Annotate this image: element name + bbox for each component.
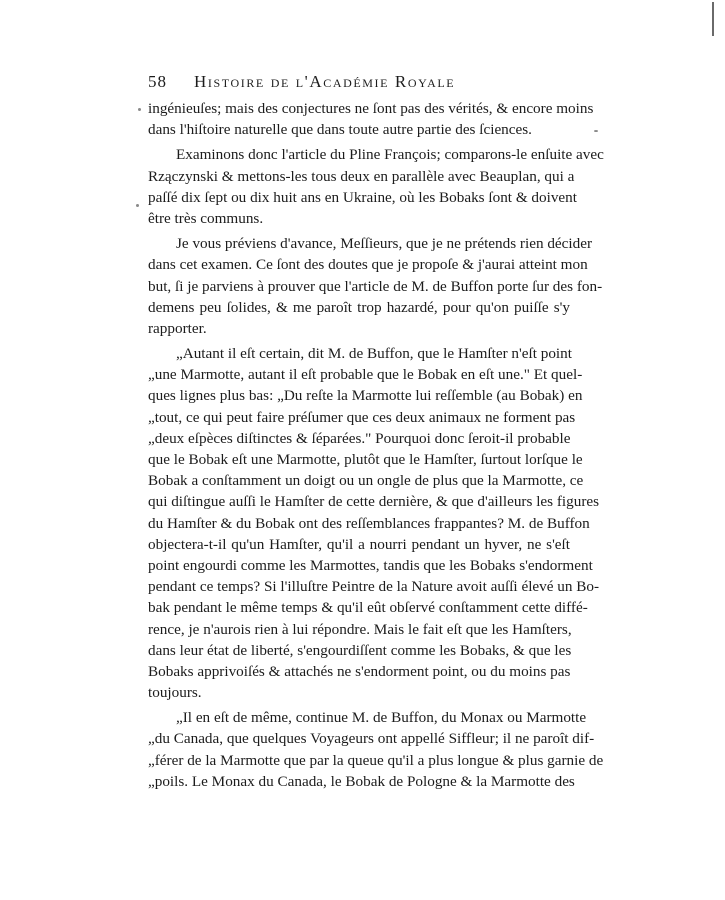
- text-line: ques lignes plus bas: „Du reſte la Marmotte lui reſſemble (au Bobak) en: [148, 387, 583, 405]
- text-line: „férer de la Marmotte que par la queue qu'il a plus longue & plus garnie de: [148, 751, 604, 769]
- body-text: [148, 98, 604, 792]
- text-line: „tout, ce qui peut faire préſumer que ces deux animaux ne forment pas: [148, 408, 576, 426]
- text-line: rapporter.: [148, 319, 207, 337]
- text-line: demens peu ſolides, & me paroît trop hazardé, pour qu'on puiſſe s'y: [148, 298, 570, 316]
- page-header: [148, 72, 568, 94]
- ink-speck: [138, 108, 141, 111]
- text-line: Examinons donc l'article du Pline François; comparons-le enſuite avec: [176, 146, 604, 164]
- text-line: qui diſtingue auſſi le Hamſter de cette dernière, & que d'ailleurs les figures: [148, 493, 600, 511]
- paragraph: [148, 707, 604, 792]
- paragraph: [148, 98, 594, 140]
- text-line: pendant ce temps? Si l'illuſtre Peintre de la Nature avoit auſſi élevé un Bo-: [148, 578, 600, 596]
- text-line: paſſé dix ſept ou dix huit ans en Ukraine, où les Bobaks ſont & doivent: [148, 188, 577, 206]
- text-line: but, ſi je parviens à prouver que l'article de M. de Buffon porte ſur des fon-: [148, 277, 603, 295]
- text-line: Bobaks apprivoiſés & attachés ne s'endorment point, ou du moins pas: [148, 662, 571, 680]
- page-number: 58: [148, 72, 167, 91]
- text-line: „du Canada, que quelques Voyageurs ont appellé Siffleur; il ne paroît dif-: [148, 730, 595, 748]
- scan-edge-mark: [712, 2, 714, 36]
- text-line: dans l'hiſtoire naturelle que dans toute autre partie des ſciences.: [148, 121, 532, 139]
- running-title: Histoire de l'Académie Royale: [194, 72, 456, 91]
- text-line: „Il en eſt de même, continue M. de Buffon, du Monax ou Marmotte: [176, 709, 587, 727]
- text-line: dans cet examen. Ce ſont des doutes que je propoſe & j'aurai atteint mon: [148, 256, 588, 274]
- text-line: rence, je n'aurois rien à lui répondre. Mais le fait eſt que les Hamſters,: [148, 620, 572, 638]
- text-line: que le Bobak eſt une Marmotte, plutôt que le Hamſter, ſurtout lorſque le: [148, 451, 583, 468]
- text-line: Bobak a conſtamment un doigt ou un ongle de plus que la Marmotte, ce: [148, 472, 584, 490]
- ink-speck: [136, 204, 139, 207]
- text-line: Je vous préviens d'avance, Meſſieurs, que je ne prétends rien décider: [176, 235, 593, 253]
- text-line: toujours.: [148, 684, 202, 702]
- text-line: „Autant il eſt certain, dit M. de Buffon, que le Hamſter n'eſt point: [176, 345, 572, 363]
- text-line: „deux eſpèces diſtinctes & ſéparées." Pourquoi donc ſeroit-il probable: [148, 429, 571, 447]
- text-line: objectera-t-il qu'un Hamſter, qu'il a nourri pendant un hyver, ne s'eſt: [148, 535, 570, 553]
- text-line: ingénieuſes; mais des conjectures ne ſont pas des vérités, & encore moins: [148, 100, 594, 117]
- text-line: „une Marmotte, autant il eſt probable que le Bobak en eſt une." Et quel-: [148, 366, 583, 384]
- paragraph: [148, 233, 603, 339]
- text-line: point engourdi comme les Marmottes, tandis que les Bobaks s'endorment: [148, 556, 593, 574]
- ink-speck: [594, 130, 598, 132]
- paragraph: [148, 343, 600, 703]
- text-line: du Hamſter & du Bobak ont des reſſemblances frappantes? M. de Buffon: [148, 514, 590, 532]
- text-line: être très communs.: [148, 209, 264, 227]
- text-line: bak pendant le même temps & qu'il eût obſervé conſtamment cette diffé-: [148, 599, 588, 617]
- text-line: „poils. Le Monax du Canada, le Bobak de Pologne & la Marmotte des: [148, 772, 575, 790]
- text-line: dans leur état de liberté, s'engourdiſſent comme les Bobaks, & que les: [148, 641, 572, 659]
- text-line: Rzączynski & mettons-les tous deux en parallèle avec Beauplan, qui a: [148, 167, 575, 185]
- paragraph: [148, 144, 604, 229]
